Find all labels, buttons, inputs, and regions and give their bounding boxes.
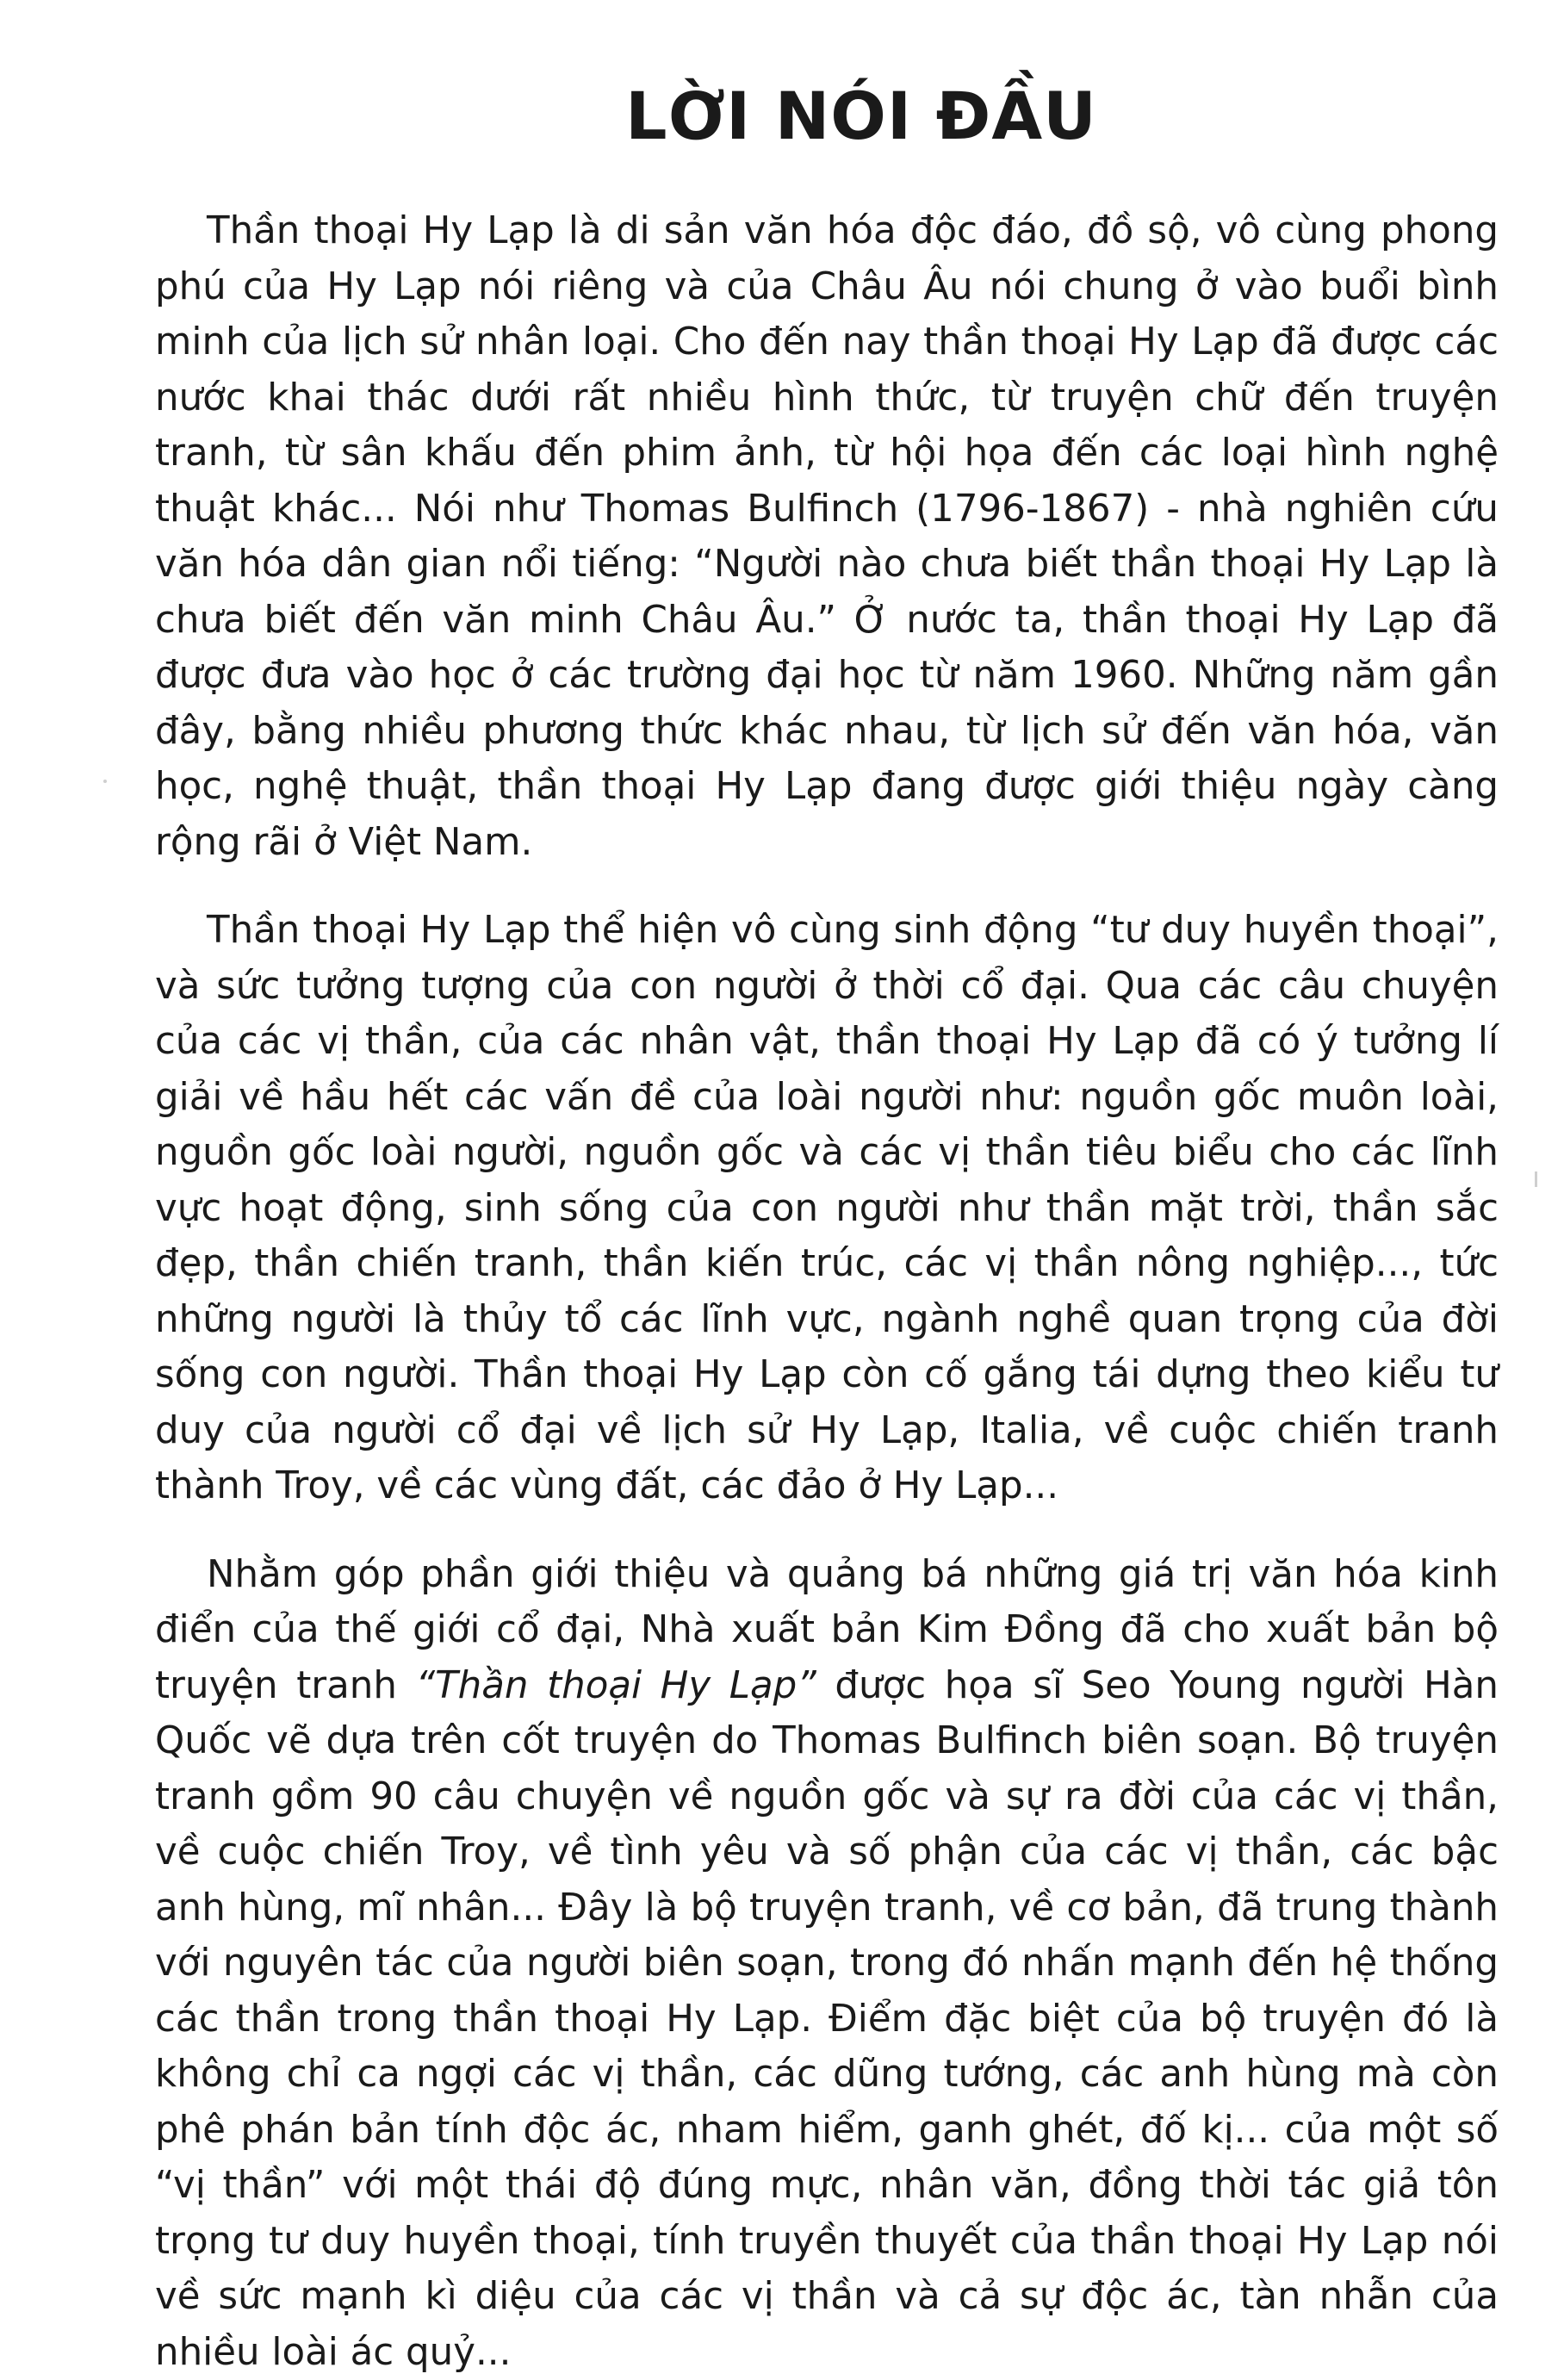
scan-speck bbox=[103, 780, 107, 783]
page-title: LỜI NÓI ĐẦU bbox=[155, 69, 1499, 164]
paragraph-2: Thần thoại Hy Lạp thể hiện vô cùng sinh động “tư duy huyền thoại”, và sức tưởng tượng của con người ở thời cổ đại. Qua các câu chuyện của các vị thần, của các nhân vật, thần thoại Hy Lạp đã có ý tưởng lí giải về hầu hết các vấn đề của loài người như: nguồn gốc muôn loài, nguồn gốc loài người, nguồn gốc và các vị thần tiêu biểu cho các lĩnh vực hoạt động, sinh sống của con người như thần mặt trời, thần sắc đẹp, thần chiến tranh, thần kiến trúc, các vị thần nông nghiệp..., tức những người là thủy tổ các lĩnh vực, ngành nghề quan trọng của đời sống con người. Thần thoại Hy Lạp còn cố gắng tái dựng theo kiểu tư duy của người cổ đại về lịch sử Hy Lạp, Italia, về cuộc chiến tranh thành Troy, về các vùng đất, các đảo ở Hy Lạp... bbox=[155, 903, 1499, 1514]
scan-speck bbox=[1535, 1171, 1537, 1187]
document-page bbox=[155, 69, 1499, 2153]
paragraph-3-text-after: được họa sĩ Seo Young người Hàn Quốc vẽ dựa trên cốt truyện do Thomas Bulfinch biên soạn. Bộ truyện tranh gồm 90 câu chuyện về nguồn gốc và sự ra đời của các vị thần, về cuộc chiến Troy, về tình yêu và số phận của các vị thần, các bậc anh hùng, mĩ nhân... Đây là bộ truyện tranh, về cơ bản, đã trung thành với nguyên tác của người biên soạn, trong đó nhấn mạnh đến hệ thống các thần trong thần thoại Hy Lạp. Điểm đặc biệt của bộ truyện đó là không chỉ ca ngợi các vị thần, các dũng tướng, các anh hùng mà còn phê phán bản tính độc ác, nham hiểm, ganh ghét, đố kị... của một số “vị thần” với một thái độ đúng mực, nhân văn, đồng thời tác giả tôn trọng tư duy huyền thoại, tính truyền thuyết của thần thoại Hy Lạp nói về sức mạnh kì diệu của các vị thần và cả sự độc ác, tàn nhẫn của nhiều loài ác quỷ... bbox=[155, 1664, 1499, 2374]
paragraph-1: Thần thoại Hy Lạp là di sản văn hóa độc đáo, đồ sộ, vô cùng phong phú của Hy Lạp nói riêng và của Châu Âu nói chung ở vào buổi bình minh của lịch sử nhân loại. Cho đến nay thần thoại Hy Lạp đã được các nước khai thác dưới rất nhiều hình thức, từ truyện chữ đến truyện tranh, từ sân khấu đến phim ảnh, từ hội họa đến các loại hình nghệ thuật khác... Nói như Thomas Bulfinch (1796-1867) - nhà nghiên cứu văn hóa dân gian nổi tiếng: “Người nào chưa biết thần thoại Hy Lạp là chưa biết đến văn minh Châu Âu.” Ở nước ta, thần thoại Hy Lạp đã được đưa vào học ở các trường đại học từ năm 1960. Những năm gần đây, bằng nhiều phương thức khác nhau, từ lịch sử đến văn hóa, văn học, nghệ thuật, thần thoại Hy Lạp đang được giới thiệu ngày càng rộng rãi ở Việt Nam. bbox=[155, 203, 1499, 870]
paragraph-3-text-before: Nhằm góp phần giới thiệu và quảng bá những giá trị văn hóa kinh điển của thế giới cổ đại, Nhà xuất bản Kim Đồng đã cho xuất bản bộ truyện tranh bbox=[155, 1553, 1499, 1707]
paragraph-3 bbox=[155, 1547, 1499, 2380]
book-title-italic: “Thần thoại Hy Lạp” bbox=[416, 1664, 816, 1707]
